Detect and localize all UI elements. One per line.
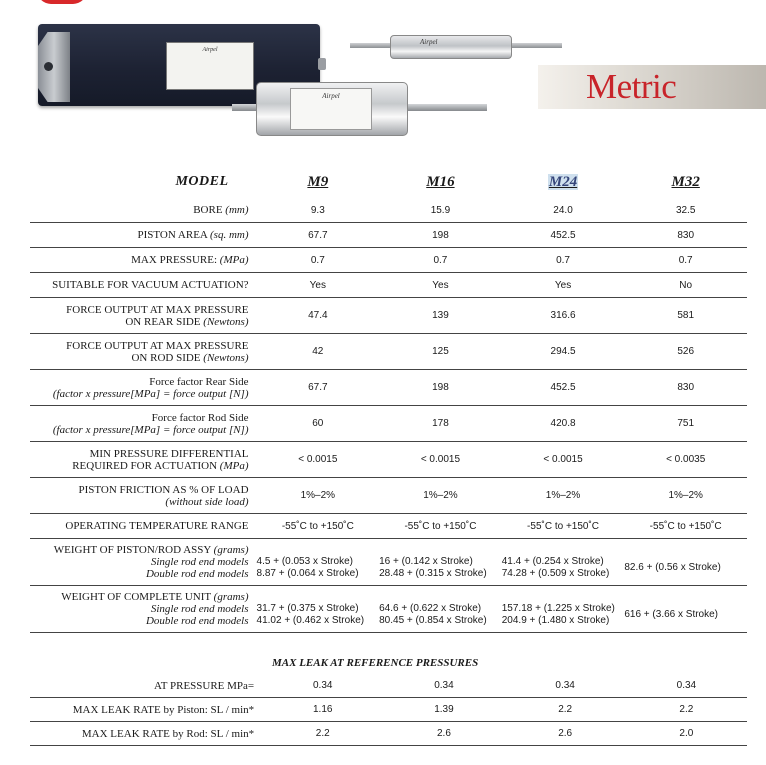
cell: 2.6 bbox=[558, 728, 573, 739]
label-text: FORCE OUTPUT AT MAX PRESSURE bbox=[66, 303, 249, 316]
cell: 1%–2% bbox=[502, 478, 625, 514]
unit-text: (MPa) bbox=[219, 254, 249, 266]
label-text: Force factor Rod Side bbox=[151, 411, 249, 424]
unit-text: (Newtons) bbox=[203, 351, 249, 364]
single-value: 64.6 + (0.622 x Stroke) bbox=[379, 603, 482, 614]
cell: 316.6 bbox=[502, 298, 625, 334]
cell: 2.2 bbox=[558, 704, 573, 715]
cell: 67.7 bbox=[257, 370, 380, 406]
double-value: 41.02 + (0.462 x Stroke) bbox=[256, 615, 365, 626]
model-m16: M16 bbox=[426, 173, 455, 190]
cell: 0.34 bbox=[313, 680, 333, 691]
port-knob bbox=[318, 58, 326, 70]
metric-banner bbox=[538, 65, 766, 109]
cell: 1%–2% bbox=[257, 478, 380, 514]
cell bbox=[379, 586, 502, 633]
row-force-rod bbox=[30, 334, 747, 370]
cell: 2.0 bbox=[679, 728, 694, 739]
end-cap bbox=[38, 32, 70, 102]
cell: 830 bbox=[624, 223, 747, 248]
row-leak-piston bbox=[30, 698, 747, 722]
cell: 198 bbox=[379, 370, 502, 406]
single-value: 616 + (3.66 x Stroke) bbox=[624, 609, 719, 620]
cell: 60 bbox=[257, 406, 380, 442]
cell: 2.6 bbox=[436, 728, 451, 739]
cell: 9.3 bbox=[257, 198, 380, 223]
row-label: OPERATING TEMPERATURE RANGE bbox=[30, 514, 257, 539]
unit-text: (MPa) bbox=[219, 459, 249, 472]
label-text: BORE bbox=[193, 204, 223, 216]
single-value: 4.5 + (0.053 x Stroke) bbox=[256, 556, 353, 567]
unit-text: (mm) bbox=[225, 204, 249, 216]
cell: 1%–2% bbox=[624, 478, 747, 514]
row-label bbox=[30, 478, 257, 514]
cell: 15.9 bbox=[379, 198, 502, 223]
label-text: Double rod end models bbox=[145, 615, 249, 627]
cell: 198 bbox=[379, 223, 502, 248]
label-text: Single rod end models bbox=[150, 603, 249, 615]
cell bbox=[379, 539, 502, 586]
cell: 581 bbox=[624, 298, 747, 334]
cell: 0.34 bbox=[676, 680, 697, 691]
row-label bbox=[30, 442, 257, 478]
single-value: 82.6 + (0.56 x Stroke) bbox=[624, 562, 721, 573]
row-max-pressure bbox=[30, 248, 747, 273]
cell: < 0.0035 bbox=[624, 442, 747, 478]
metric-title: Metric bbox=[586, 67, 677, 106]
cell: 0.7 bbox=[257, 248, 380, 273]
row-piston-area bbox=[30, 223, 747, 248]
label-text: Double rod end models bbox=[145, 568, 249, 580]
cell bbox=[624, 539, 747, 586]
product-image-small-cylinder bbox=[350, 35, 562, 57]
cell: -55˚C to +150˚C bbox=[624, 514, 747, 539]
cell: 178 bbox=[379, 406, 502, 442]
cell: 2.2 bbox=[679, 704, 694, 715]
cell: 1%–2% bbox=[379, 478, 502, 514]
cell: 47.4 bbox=[257, 298, 380, 334]
cell: Yes bbox=[257, 273, 380, 298]
cell: 294.5 bbox=[502, 334, 625, 370]
row-weight-complete bbox=[30, 586, 747, 633]
cell: 0.7 bbox=[502, 248, 625, 273]
label-text: PISTON AREA bbox=[137, 229, 208, 241]
brand-label: Airpel bbox=[322, 92, 340, 100]
unit-text: (grams) bbox=[213, 544, 249, 556]
cell: 2.2 bbox=[315, 728, 330, 739]
brand-label: Airpel bbox=[202, 47, 218, 53]
label-text: WEIGHT OF COMPLETE UNIT bbox=[61, 591, 211, 603]
cell: 1.39 bbox=[434, 704, 454, 715]
row-at-pressure bbox=[30, 674, 747, 698]
model-header: MODEL bbox=[175, 174, 229, 189]
cell: 125 bbox=[379, 334, 502, 370]
mount-hole bbox=[44, 62, 53, 71]
cell: Yes bbox=[502, 273, 625, 298]
label-text: Force factor Rear Side bbox=[149, 375, 249, 388]
single-value: 41.4 + (0.254 x Stroke) bbox=[501, 556, 604, 567]
row-factor-rear bbox=[30, 370, 747, 406]
row-label: SUITABLE FOR VACUUM ACTUATION? bbox=[30, 273, 257, 298]
brand-label: Airpel bbox=[420, 38, 438, 46]
row-factor-rod bbox=[30, 406, 747, 442]
row-force-rear bbox=[30, 298, 747, 334]
label-text: ON REAR SIDE bbox=[125, 315, 201, 328]
row-label bbox=[30, 198, 257, 223]
row-label: MAX LEAK RATE by Piston: SL / min* bbox=[72, 703, 255, 716]
unit-text: (Newtons) bbox=[203, 315, 249, 328]
cell: 526 bbox=[624, 334, 747, 370]
unit-text: (sq. mm) bbox=[210, 229, 249, 241]
cell: 452.5 bbox=[502, 370, 625, 406]
cell bbox=[257, 539, 380, 586]
label-text: MAX PRESSURE: bbox=[131, 254, 218, 266]
row-label bbox=[30, 586, 257, 633]
cell: < 0.0015 bbox=[379, 442, 502, 478]
label-text: ON ROD SIDE bbox=[131, 351, 201, 364]
row-label: AT PRESSURE MPa= bbox=[154, 679, 255, 692]
product-label bbox=[290, 88, 372, 130]
double-value: 28.48 + (0.315 x Stroke) bbox=[379, 568, 487, 579]
cell: 830 bbox=[624, 370, 747, 406]
cell: 24.0 bbox=[502, 198, 625, 223]
double-value: 74.28 + (0.509 x Stroke) bbox=[501, 568, 610, 579]
row-min-pressure bbox=[30, 442, 747, 478]
cell: < 0.0015 bbox=[502, 442, 625, 478]
cell: 0.7 bbox=[624, 248, 747, 273]
model-m9: M9 bbox=[307, 173, 329, 190]
row-label bbox=[30, 223, 257, 248]
cell: 67.7 bbox=[257, 223, 380, 248]
row-friction bbox=[30, 478, 747, 514]
red-corner-tab bbox=[37, 0, 87, 4]
cell: 0.7 bbox=[379, 248, 502, 273]
table-header-row bbox=[30, 166, 747, 198]
label-text: Single rod end models bbox=[150, 556, 249, 568]
cell: 0.34 bbox=[555, 680, 575, 691]
cell: 42 bbox=[257, 334, 380, 370]
leak-section-title: MAX LEAK AT REFERENCE PRESSURES bbox=[272, 657, 479, 669]
product-image-medium-cylinder bbox=[232, 82, 487, 134]
cell bbox=[502, 539, 625, 586]
cell bbox=[257, 586, 380, 633]
cell: 452.5 bbox=[502, 223, 625, 248]
row-weight-piston-rod bbox=[30, 539, 747, 586]
row-leak-rod bbox=[30, 722, 747, 746]
label-text: REQUIRED FOR ACTUATION bbox=[72, 459, 218, 472]
row-label bbox=[30, 334, 257, 370]
cell: No bbox=[624, 273, 747, 298]
cell: -55˚C to +150˚C bbox=[502, 514, 625, 539]
row-label bbox=[30, 248, 257, 273]
row-label bbox=[30, 539, 257, 586]
label-text: FORCE OUTPUT AT MAX PRESSURE bbox=[66, 339, 249, 352]
cell: 0.34 bbox=[434, 680, 454, 691]
label-text: (without side load) bbox=[165, 495, 249, 508]
unit-text: (grams) bbox=[213, 591, 249, 603]
cell: 139 bbox=[379, 298, 502, 334]
cell: -55˚C to +150˚C bbox=[257, 514, 380, 539]
double-value: 80.45 + (0.854 x Stroke) bbox=[379, 615, 487, 626]
cell: Yes bbox=[379, 273, 502, 298]
double-value: 204.9 + (1.480 x Stroke) bbox=[501, 615, 610, 626]
cell: < 0.0015 bbox=[257, 442, 380, 478]
leak-table bbox=[30, 674, 747, 746]
single-value: 157.18 + (1.225 x Stroke) bbox=[501, 603, 615, 614]
cell bbox=[624, 586, 747, 633]
row-label bbox=[30, 298, 257, 334]
label-text: (factor x pressure[MPa] = force output [N]) bbox=[52, 387, 249, 400]
cell: -55˚C to +150˚C bbox=[379, 514, 502, 539]
spec-table bbox=[30, 166, 747, 633]
row-label bbox=[30, 406, 257, 442]
row-label: MAX LEAK RATE by Rod: SL / min* bbox=[81, 727, 255, 740]
single-value: 16 + (0.142 x Stroke) bbox=[379, 556, 473, 567]
cell bbox=[502, 586, 625, 633]
cell: 32.5 bbox=[624, 198, 747, 223]
cell: 420.8 bbox=[502, 406, 625, 442]
label-text: WEIGHT OF PISTON/ROD ASSY bbox=[53, 544, 211, 556]
double-value: 8.87 + (0.064 x Stroke) bbox=[256, 568, 359, 579]
row-temperature bbox=[30, 514, 747, 539]
model-m24 bbox=[502, 166, 625, 198]
model-m24-text: M24 bbox=[548, 173, 578, 190]
cell: 751 bbox=[624, 406, 747, 442]
row-vacuum bbox=[30, 273, 747, 298]
row-bore bbox=[30, 198, 747, 223]
label-text: MIN PRESSURE DIFFERENTIAL bbox=[89, 447, 249, 460]
single-value: 31.7 + (0.375 x Stroke) bbox=[256, 603, 359, 614]
label-text: PISTON FRICTION AS % OF LOAD bbox=[78, 483, 249, 496]
row-label bbox=[30, 370, 257, 406]
model-m32: M32 bbox=[671, 173, 700, 190]
cell: 1.16 bbox=[313, 704, 333, 715]
cylinder-body bbox=[390, 35, 512, 59]
label-text: (factor x pressure[MPa] = force output [N]) bbox=[52, 423, 249, 436]
